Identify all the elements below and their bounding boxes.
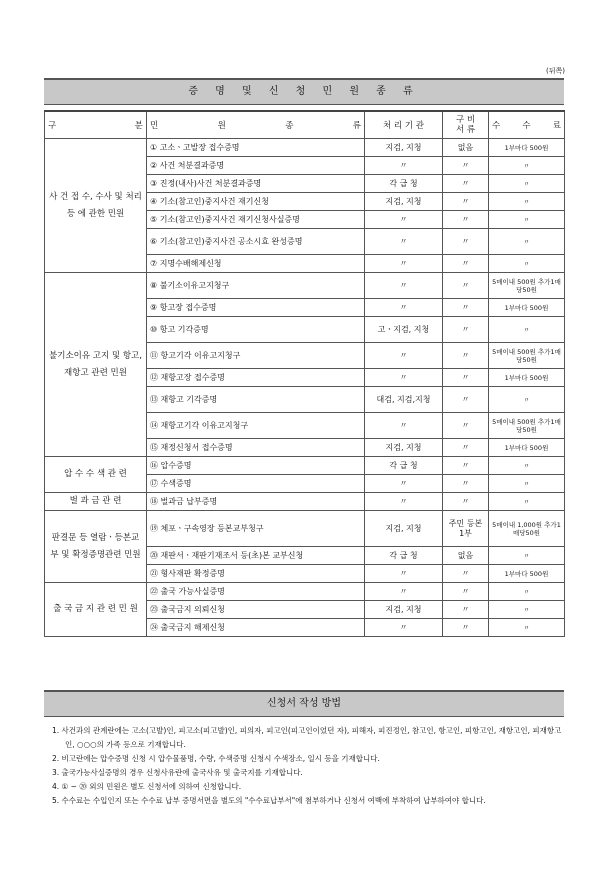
- fee-cell: 5매이내 500원 추가1매당50원: [489, 343, 565, 369]
- agency-cell: 지검, 지청: [365, 439, 443, 457]
- agency-cell: 각 급 청: [365, 547, 443, 565]
- fee-cell: 〃: [489, 157, 565, 175]
- documents-cell: 〃: [443, 211, 489, 229]
- header-category: 구 분: [45, 111, 147, 139]
- documents-cell: 〃: [443, 475, 489, 493]
- header-fee: 수 수 료: [489, 111, 565, 139]
- agency-cell: 〃: [365, 475, 443, 493]
- item-name: ⑫ 재항고장 접수증명: [147, 369, 365, 387]
- documents-cell: 〃: [443, 493, 489, 511]
- item-name: ㉒ 출국 가능사실증명: [147, 583, 365, 601]
- item-name: ⑳ 재판서ㆍ재판기재조서 등(초)본 교부신청: [147, 547, 365, 565]
- header-agency: 처 리 기 관: [365, 111, 443, 139]
- documents-cell: 〃: [443, 273, 489, 299]
- documents-cell: 〃: [443, 157, 489, 175]
- table-row: [45, 511, 565, 547]
- table-row: [45, 583, 565, 601]
- header-item: 민 원 종 류: [147, 111, 365, 139]
- fee-cell: 1부마다 500원: [489, 565, 565, 583]
- fee-cell: 〃: [489, 475, 565, 493]
- agency-cell: 〃: [365, 299, 443, 317]
- documents-cell: 〃: [443, 343, 489, 369]
- table-row: [45, 139, 565, 157]
- agency-cell: 각 급 청: [365, 457, 443, 475]
- item-name: ⑲ 체포ㆍ구속영장 등본교부청구: [147, 511, 365, 547]
- fee-cell: 〃: [489, 493, 565, 511]
- item-name: ② 사건 처분결과증명: [147, 157, 365, 175]
- agency-cell: 〃: [365, 255, 443, 273]
- header-documents: 구 비 서 류: [443, 111, 489, 139]
- documents-cell: 〃: [443, 457, 489, 475]
- documents-cell: 〃: [443, 369, 489, 387]
- item-name: ① 고소ㆍ고발장 접수증명: [147, 139, 365, 157]
- fee-cell: 5매이내 500원 추가1매당50원: [489, 273, 565, 299]
- agency-cell: 지검, 지청: [365, 601, 443, 619]
- table-row: [45, 273, 565, 299]
- agency-cell: 〃: [365, 619, 443, 637]
- documents-cell: 〃: [443, 565, 489, 583]
- documents-cell: 〃: [443, 601, 489, 619]
- fee-cell: 〃: [489, 255, 565, 273]
- agency-cell: 지검, 지청: [365, 511, 443, 547]
- agency-cell: 대검, 지검,지청: [365, 387, 443, 413]
- agency-cell: 〃: [365, 565, 443, 583]
- item-name: ⑭ 재항고기각 이유고지청구: [147, 413, 365, 439]
- agency-cell: 〃: [365, 493, 443, 511]
- documents-cell: 〃: [443, 255, 489, 273]
- section-title: 증 명 및 신 청 민 원 종 류: [44, 78, 564, 105]
- item-name: ⑯ 압수증명: [147, 457, 365, 475]
- instructions-title: 신청서 작성 방법: [44, 690, 564, 717]
- fee-cell: 1부마다 500원: [489, 139, 565, 157]
- instruction-item: 2. 비고란에는 압수증명 신청 시 압수물품명, 수량, 수색증명 신청시 수색장소, 일시 등을 기재합니다.: [52, 754, 380, 763]
- category-label: 불기소이유 고지 및 항고, 재항고 관련 민원: [45, 273, 147, 457]
- agency-cell: 〃: [365, 369, 443, 387]
- fee-cell: 〃: [489, 229, 565, 255]
- documents-cell: 〃: [443, 175, 489, 193]
- fee-cell: 〃: [489, 317, 565, 343]
- item-name: ⑩ 항고 기각증명: [147, 317, 365, 343]
- documents-cell: 〃: [443, 387, 489, 413]
- category-label: 출 국 금 지 관 련 민 원: [45, 583, 147, 637]
- agency-cell: 고ㆍ지검, 지청: [365, 317, 443, 343]
- item-name: ㉔ 출국금지 해제신청: [147, 619, 365, 637]
- instructions-list: [52, 724, 564, 808]
- complaint-types-table: [44, 110, 565, 637]
- table-row: [45, 457, 565, 475]
- item-name: ⑤ 기소(참고인)중지사건 재기신청사실증명: [147, 211, 365, 229]
- item-name: ㉑ 형사재판 확정증명: [147, 565, 365, 583]
- page-side-label: (뒤쪽): [546, 67, 565, 75]
- documents-cell: 〃: [443, 413, 489, 439]
- item-name: ④ 기소(참고인)중지사건 재기신청: [147, 193, 365, 211]
- instruction-item: 1. 사건과의 관계란에는 고소(고발)인, 피고소(피고발)인, 피의자, 피고인(피고인이었던 자), 피해자, 피진정인, 참고인, 항고인, 피항고인, 재항고인, 피재항고인, ○○○의 가족 등으로 기재합니다.: [52, 726, 562, 749]
- agency-cell: 〃: [365, 229, 443, 255]
- agency-cell: 지검, 지청: [365, 193, 443, 211]
- fee-cell: 〃: [489, 619, 565, 637]
- documents-cell: 〃: [443, 317, 489, 343]
- fee-cell: 〃: [489, 583, 565, 601]
- item-name: ⑥ 기소(참고인)중지사건 공소시효 완성증명: [147, 229, 365, 255]
- category-label: 사 건 접 수, 수사 및 처리 등 에 관한 민원: [45, 139, 147, 273]
- category-label: 벌 과 금 관 련: [45, 493, 147, 511]
- item-name: ⑬ 재항고 기각증명: [147, 387, 365, 413]
- table-header-row: [45, 111, 565, 139]
- fee-cell: 5매이내 1,000원 추가1매당50원: [489, 511, 565, 547]
- item-name: ⑪ 항고기각 이유고지청구: [147, 343, 365, 369]
- fee-cell: 〃: [489, 211, 565, 229]
- instruction-item: 3. 출국가능사실증명의 경우 신청사유란에 출국사유 및 출국지를 기재합니다.: [52, 768, 303, 777]
- table-row: [45, 493, 565, 511]
- fee-cell: 1부마다 500원: [489, 369, 565, 387]
- fee-cell: 〃: [489, 547, 565, 565]
- fee-cell: 1부마다 500원: [489, 439, 565, 457]
- item-name: ⑱ 벌과금 납부증명: [147, 493, 365, 511]
- documents-cell: 〃: [443, 583, 489, 601]
- documents-cell: 없음: [443, 139, 489, 157]
- item-name: ⑦ 지명수배해제신청: [147, 255, 365, 273]
- fee-cell: 5매이내 500원 추가1매당50원: [489, 413, 565, 439]
- fee-cell: 〃: [489, 193, 565, 211]
- fee-cell: 〃: [489, 387, 565, 413]
- documents-cell: 〃: [443, 619, 489, 637]
- agency-cell: 〃: [365, 413, 443, 439]
- fee-cell: 1부마다 500원: [489, 299, 565, 317]
- documents-cell: 〃: [443, 229, 489, 255]
- fee-cell: 〃: [489, 601, 565, 619]
- item-name: ③ 진정(내사)사건 처분결과증명: [147, 175, 365, 193]
- documents-cell: 〃: [443, 439, 489, 457]
- agency-cell: 지검, 지청: [365, 139, 443, 157]
- agency-cell: 〃: [365, 273, 443, 299]
- fee-cell: 〃: [489, 457, 565, 475]
- fee-cell: 〃: [489, 175, 565, 193]
- agency-cell: 〃: [365, 157, 443, 175]
- instruction-item: 4. ① ~ ⑳ 외의 민원은 별도 신청서에 의하여 신청합니다.: [52, 782, 242, 791]
- category-label: 압 수 수 색 관 련: [45, 457, 147, 493]
- instruction-item: 5. 수수료는 수입인지 또는 수수료 납부 증명서면을 별도의 "수수료납부서"에 첨부하거나 신청서 여백에 부착하여 납부하여야 합니다.: [52, 796, 486, 805]
- item-name: ⑨ 항고장 접수증명: [147, 299, 365, 317]
- documents-cell: 〃: [443, 193, 489, 211]
- agency-cell: 각 급 청: [365, 175, 443, 193]
- item-name: ⑮ 재정신청서 접수증명: [147, 439, 365, 457]
- documents-cell: 없음: [443, 547, 489, 565]
- agency-cell: 〃: [365, 211, 443, 229]
- documents-cell: 〃: [443, 299, 489, 317]
- item-name: ⑰ 수색증명: [147, 475, 365, 493]
- agency-cell: 〃: [365, 583, 443, 601]
- item-name: ⑧ 불기소이유고지청구: [147, 273, 365, 299]
- item-name: ㉓ 출국금지 의뢰신청: [147, 601, 365, 619]
- category-label: 판결문 등 열람ㆍ등본교부 및 확정증명관련 민원: [45, 511, 147, 583]
- documents-cell: 주민 등본 1부: [443, 511, 489, 547]
- agency-cell: 〃: [365, 343, 443, 369]
